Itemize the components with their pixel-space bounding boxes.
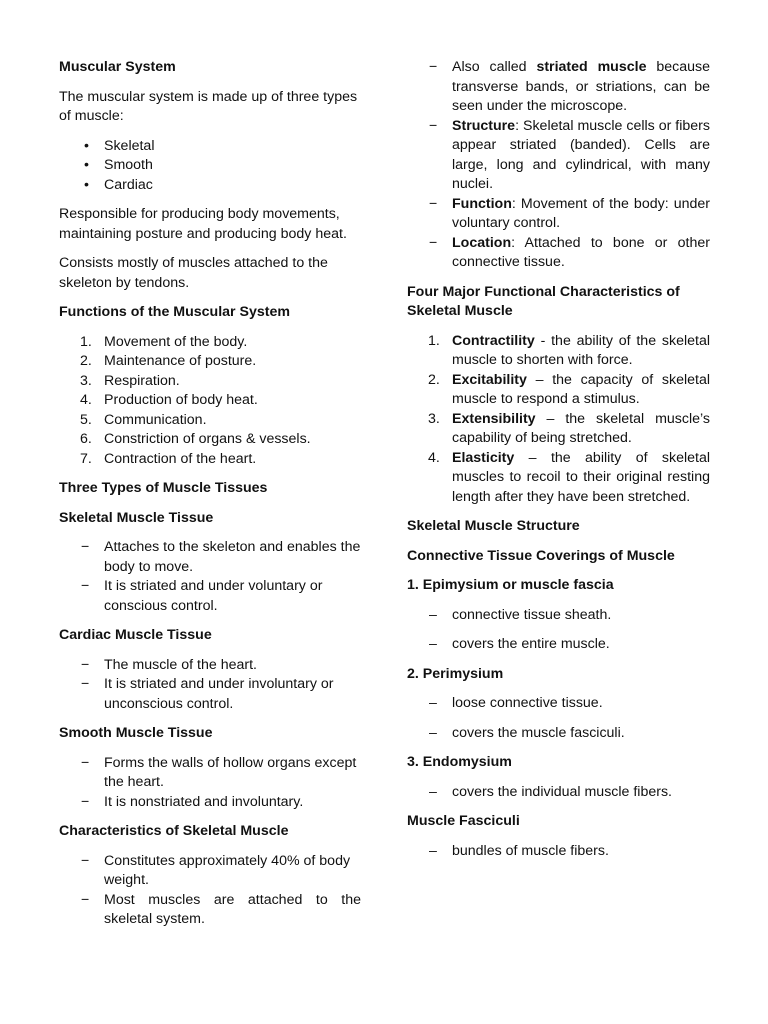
- skeletal-continued-list: [407, 58, 710, 273]
- dash-icon: −: [429, 59, 438, 75]
- list-item: [407, 371, 710, 410]
- bullet-icon: •: [84, 137, 89, 154]
- list-item: [407, 606, 710, 626]
- dash-icon: –: [429, 842, 437, 859]
- list-item: [59, 891, 361, 930]
- list-item-text-pre: Also called: [452, 59, 537, 75]
- list-item-text: Production of body heat.: [104, 392, 258, 408]
- list-number: 2.: [80, 353, 92, 369]
- perimysium-list: [407, 694, 710, 743]
- dash-icon: −: [81, 793, 90, 810]
- list-item-text: because transverse bands, or striations, can be seen under the microscope.: [452, 59, 710, 114]
- dash-icon: –: [429, 636, 437, 652]
- list-item-text: covers the entire muscle.: [452, 636, 610, 652]
- page-title: Muscular System: [59, 59, 176, 75]
- list-item-text: Most muscles are attached to the skeletal system.: [104, 891, 361, 927]
- list-item-text: connective tissue sheath.: [452, 606, 612, 623]
- functions-list: [59, 333, 361, 470]
- four-characteristics-list: [407, 332, 710, 508]
- list-item-text: Forms the walls of hollow organs except the heart.: [104, 754, 357, 790]
- bullet-icon: •: [84, 176, 89, 193]
- list-item-text: Contraction of the heart.: [104, 450, 257, 467]
- list-item: [407, 783, 710, 803]
- list-item: [59, 852, 361, 891]
- list-item: [407, 724, 710, 744]
- list-item-text: bundles of muscle fibers.: [452, 842, 609, 859]
- dash-icon: −: [81, 676, 90, 692]
- list-item-text: Communication.: [104, 411, 207, 428]
- dash-icon: −: [81, 754, 90, 771]
- list-item: [407, 58, 710, 117]
- list-item-text: – the capacity of skeletal muscle to respond a stimulus.: [452, 371, 710, 407]
- muscle-types-list: [59, 137, 361, 196]
- fasciculi-heading: Muscle Fasciculi: [407, 813, 520, 829]
- list-item-text: : Skeletal muscle cells or fibers appear striated (banded). Cells are large, long and cylindrical, with many nuclei.: [452, 117, 710, 192]
- cardiac-heading: Cardiac Muscle Tissue: [59, 627, 212, 643]
- dash-icon: −: [429, 117, 438, 134]
- list-item-text: Maintenance of posture.: [104, 353, 257, 369]
- list-item: [59, 156, 361, 176]
- list-item-text: – the ability of skeletal muscles to recoil to their original resting length after they have been stretched.: [452, 449, 710, 505]
- list-item: [59, 450, 361, 470]
- bullet-icon: •: [84, 157, 89, 173]
- dash-icon: −: [429, 195, 438, 212]
- list-number: 3.: [80, 372, 92, 389]
- list-item-text: : Attached to bone or other connective tissue.: [452, 234, 710, 270]
- dash-icon: –: [429, 695, 437, 711]
- dash-icon: −: [81, 539, 90, 555]
- list-item: [59, 391, 361, 411]
- left-column: [59, 58, 361, 940]
- coverings-heading: Connective Tissue Coverings of Muscle: [407, 547, 675, 564]
- list-item: [407, 234, 710, 273]
- list-item: [59, 137, 361, 157]
- list-item-text: covers the muscle fasciculi.: [452, 724, 625, 741]
- list-item-text: Smooth: [104, 157, 153, 173]
- dash-icon: −: [81, 656, 90, 673]
- dash-icon: −: [429, 234, 438, 251]
- list-item: [59, 430, 361, 450]
- list-item-term: Location: [452, 234, 512, 251]
- list-item: [59, 372, 361, 392]
- list-item: [59, 538, 361, 577]
- list-number: 2.: [428, 371, 440, 388]
- dash-icon: –: [429, 783, 437, 800]
- list-item-text: - the ability of the skeletal muscle to shorten with force.: [452, 332, 710, 368]
- cardiac-list: [59, 656, 361, 715]
- list-number: 4.: [80, 392, 92, 408]
- list-item-text: Movement of the body.: [104, 333, 248, 350]
- list-number: 3.: [428, 410, 440, 427]
- list-item-text: loose connective tissue.: [452, 695, 603, 711]
- list-item-term: Function: [452, 195, 512, 212]
- three-types-heading: Three Types of Muscle Tissues: [59, 480, 268, 496]
- list-item-term: Elasticity: [452, 449, 515, 466]
- dash-icon: −: [81, 578, 90, 594]
- epimysium-heading: 1. Epimysium or muscle fascia: [407, 577, 614, 593]
- dash-icon: −: [81, 852, 90, 869]
- responsible-paragraph: Responsible for producing body movements, maintaining posture and producing body heat.: [59, 206, 347, 242]
- list-item: [407, 842, 710, 862]
- list-item: [59, 333, 361, 353]
- dash-icon: –: [429, 724, 437, 741]
- list-item: [407, 694, 710, 714]
- dash-icon: –: [429, 606, 437, 623]
- list-item: [59, 675, 361, 714]
- list-item: [407, 449, 710, 508]
- list-item-term: Extensibility: [452, 410, 536, 427]
- characteristics-list: [59, 852, 361, 930]
- skeletal-heading: Skeletal Muscle Tissue: [59, 509, 214, 526]
- skeletal-list: [59, 538, 361, 616]
- functions-heading: Functions of the Muscular System: [59, 304, 290, 320]
- list-number: 7.: [80, 450, 92, 467]
- structure-heading: Skeletal Muscle Structure: [407, 518, 580, 534]
- list-item: [407, 195, 710, 234]
- list-item-term: striated muscle: [536, 59, 647, 75]
- list-item-text: It is striated and under involuntary or unconscious control.: [104, 676, 334, 712]
- consists-paragraph: Consists mostly of muscles attached to the skeleton by tendons.: [59, 255, 328, 291]
- list-item-text: Constriction of organs & vessels.: [104, 431, 311, 447]
- list-item-text: Respiration.: [104, 372, 180, 389]
- list-item: [407, 332, 710, 371]
- list-item-term: Contractility: [452, 332, 535, 349]
- list-item: [59, 577, 361, 616]
- list-item-term: Excitability: [452, 371, 527, 388]
- dash-icon: −: [81, 891, 90, 908]
- list-number: 5.: [80, 411, 92, 428]
- list-item: [59, 754, 361, 793]
- list-item: [407, 635, 710, 655]
- endomysium-list: [407, 783, 710, 803]
- list-item: [59, 793, 361, 813]
- perimysium-heading: 2. Perimysium: [407, 665, 504, 682]
- list-item: [59, 656, 361, 676]
- list-item-text: – the skeletal muscle’s capability of being stretched.: [452, 410, 710, 446]
- list-item: [407, 410, 710, 449]
- list-item-text: covers the individual muscle fibers.: [452, 783, 673, 800]
- list-item-text: The muscle of the heart.: [104, 656, 257, 673]
- list-item: [59, 176, 361, 196]
- list-number: 6.: [80, 431, 92, 447]
- epimysium-list: [407, 606, 710, 655]
- list-item: [59, 411, 361, 431]
- four-characteristics-heading: Four Major Functional Characteristics of Skeletal Muscle: [407, 283, 680, 319]
- right-column: [407, 58, 710, 871]
- list-item-text: Skeletal: [104, 137, 155, 154]
- list-item: [407, 117, 710, 195]
- list-item-text: It is nonstriated and involuntary.: [104, 793, 304, 810]
- endomysium-heading: 3. Endomysium: [407, 754, 512, 770]
- list-item-term: Structure: [452, 117, 516, 134]
- smooth-list: [59, 754, 361, 813]
- list-number: 1.: [80, 333, 92, 350]
- fasciculi-list: [407, 842, 710, 862]
- list-item-text: Attaches to the skeleton and enables the body to move.: [104, 539, 361, 575]
- characteristics-heading: Characteristics of Skeletal Muscle: [59, 823, 289, 839]
- list-item-text: : Movement of the body: under voluntary control.: [452, 195, 710, 231]
- intro-paragraph: The muscular system is made up of three types of muscle:: [59, 88, 358, 124]
- smooth-heading: Smooth Muscle Tissue: [59, 725, 213, 741]
- list-item-text: Constitutes approximately 40% of body weight.: [104, 852, 351, 888]
- list-number: 4.: [428, 449, 440, 466]
- list-item-text: It is striated and under voluntary or conscious control.: [104, 578, 323, 614]
- list-item: [59, 352, 361, 372]
- list-number: 1.: [428, 332, 440, 349]
- list-item-text: Cardiac: [104, 176, 153, 193]
